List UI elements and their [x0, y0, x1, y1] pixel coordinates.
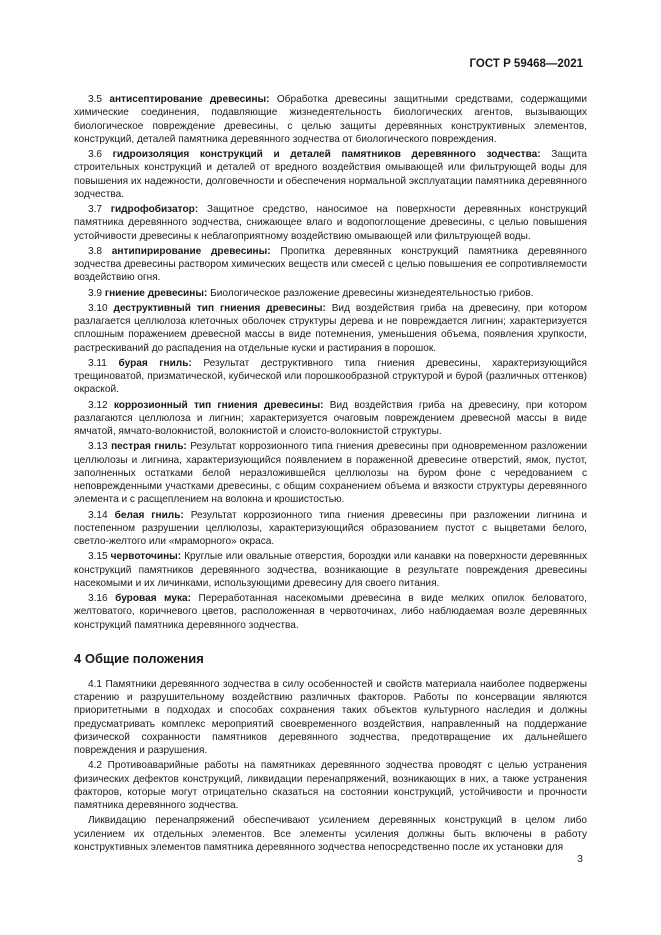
definition-3-16	[74, 592, 587, 632]
definitions-list	[74, 93, 587, 632]
definition-3-15	[74, 550, 587, 590]
paragraph-4-2: 4.2 Противоаварийные работы на памятниках деревянного зодчества проводят с целью устранения физических дефектов конструкций, ликвидации перенапряжений, возникающих в них, а также устранения факторов, которые могут отрицательно сказаться на состоянии конструкций, устойчивости и прочности памятника деревянного зодчества.	[74, 760, 587, 811]
paragraph-4-1: 4.1 Памятники деревянного зодчества в силу особенностей и свойств материала наиболее подвержены старению и разрушительному воздействию различных факторов. Работы по консервации являются приоритетными в подходах и способах сохранения таких объектов культурного наследия и должны предусматривать комплекс мероприятий своевременного воздействия, направленный на поддержание физической сохранности памятников деревянного зодчества, предотвращение их дальнейшего повреждения и разрушения.	[74, 678, 587, 756]
definition-term: червоточины:	[110, 551, 182, 563]
definition-3-6	[74, 148, 587, 201]
definition-3-13	[74, 440, 587, 506]
definition-text: Результат коррозионного типа гниения древесины при разложении лигнина и постепенном разрушении целлюлозы, характеризующийся образованием пустот с выцветами белого, светло-желтого или «мраморного» окраса.	[74, 509, 587, 547]
definition-3-14	[74, 509, 587, 549]
definition-text: Результат деструктивного типа гниения древесины, характеризующийся трещиноватой, призматической, кубической или порошкообразной структурой и бурой (различных оттенков) окраской.	[74, 357, 587, 396]
definition-number: 3.15	[88, 551, 108, 563]
definition-3-8	[74, 245, 587, 285]
definition-term: антипирирование древесины:	[111, 245, 271, 257]
definition-text: Переработанная насекомыми древесина в виде мелких опилок беловатого, желтоватого, коричневого цветов, расположенная в червоточинах, либо наблюдаемая возле деревянных конструкций памятника деревянного зодчества.	[74, 593, 587, 631]
definition-number: 3.8	[88, 245, 103, 257]
definition-text: Вид воздействия гриба на древесину, при котором разлагаются целлюлоза и лигнин; характеризуется очаговым повреждением древесной массы в виде ямчатой, ямчато-волокнистой, волокнистой и слоисто-волокнистой структуры.	[74, 399, 587, 437]
definition-number: 3.14	[88, 509, 108, 521]
definition-term: буровая мука:	[115, 593, 191, 604]
definition-number: 3.6	[88, 149, 103, 160]
document-body	[74, 93, 587, 856]
definition-3-9	[74, 287, 587, 300]
definition-text: Защитное средство, наносимое на поверхности деревянных конструкций памятника деревянного зодчества, снижающее влаго и водопоглощение древесины, с целью повышения устойчивости древесины к неблагоприятному воздействию омывающей или фильтрующей воды.	[74, 204, 588, 242]
definition-text: Обработка древесины защитными средствами, содержащими химические соединения, подавляющие жизнедеятельность биологических агентов, вызывающих биологическое повреждение древесины, с целью защиты деревянных конструктивных элементов, конструкций, деталей памятника деревянного зодчества от биологического повреждения.	[74, 94, 587, 145]
definition-number: 3.10	[88, 302, 108, 314]
definition-term: гниение древесины:	[104, 287, 208, 299]
definition-text: Круглые или овальные отверстия, бороздки или канавки на поверхности деревянных конструкций памятников деревянного зодчества, возникающие в результате повреждения древесины насекомыми и их личинками, использующими древесину для своего питания.	[74, 551, 587, 589]
definition-term: коррозионный тип гниения древесины:	[113, 399, 324, 411]
definition-text: Пропитка деревянных конструкций памятника деревянного зодчества древесины раствором химических веществ или смесей с целью повышения ее сопротивляемости воздействию огня.	[74, 245, 587, 284]
definition-3-12	[74, 399, 587, 439]
definition-term: пестрая гниль:	[111, 441, 187, 453]
definition-3-11	[74, 357, 587, 397]
section-body	[74, 678, 587, 854]
section-heading: 4 Общие положения	[74, 650, 204, 666]
definition-text: Биологическое разложение древесины жизнедеятельностью грибов.	[210, 287, 534, 299]
definition-number: 3.12	[88, 399, 108, 411]
definition-number: 3.7	[88, 204, 103, 215]
definition-3-5	[74, 93, 587, 146]
definition-text: Вид воздействия гриба на древесину, при котором разлагается целлюлоза клеточных оболочек структуры дерева и не повреждается лигнин; характеризуется сплошным поражением древесной массы в виде потемнения, уменьшения объема, появления хрупкости, растрескиваний до распадения на отдельные куски и растирания в порошок.	[74, 302, 587, 354]
definition-text: Защита строительных конструкций и деталей от вредного воздействия омывающей или фильтрующей воды для повышения их надежности, долговечности и обеспечения нормальной эксплуатации памятника деревянного зодчества.	[74, 149, 587, 200]
definition-number: 3.5	[88, 94, 103, 105]
definition-term: деструктивный тип гниения древесины:	[113, 302, 326, 314]
definition-term: бурая гниль:	[118, 357, 192, 369]
definition-3-7	[74, 203, 587, 243]
definition-term: гидроизоляция конструкций и деталей памятников деревянного зодчества:	[112, 149, 541, 160]
definition-number: 3.11	[88, 357, 107, 369]
definition-number: 3.16	[88, 593, 108, 604]
definition-term: антисептирование древесины:	[109, 94, 270, 105]
standard-header: ГОСТ Р 59468—2021	[469, 58, 583, 70]
definition-text: Результат коррозионного типа гниения древесины при одновременном разложении целлюлозы и лигнина, характеризующийся появлением в пораженной древесине отверстий, ямок, пустот, заполненных остатками белой неразложившейся целлюлозы на буром фоне с чередованием с неповрежденными участками древесины, с общим сохранением объема и вязкости структуры деревянного элемента и с расщеплением на волокна и крошистостью.	[74, 441, 587, 506]
paragraph-4-2-continued: Ликвидацию перенапряжений обеспечивают усилением деревянных конструкций в целом либо усилением их отдельных элементов. Все элементы усиления должны быть включены в работу конструктивных элементов памятника деревянного зодчества непосредственно после их установки для	[74, 815, 587, 853]
definition-number: 3.13	[88, 441, 108, 453]
definition-term: гидрофобизатор:	[110, 204, 199, 215]
definition-number: 3.9	[88, 287, 103, 299]
definition-3-10	[74, 302, 587, 355]
definition-term: белая гниль:	[114, 509, 184, 521]
page-number: 3	[577, 853, 583, 865]
